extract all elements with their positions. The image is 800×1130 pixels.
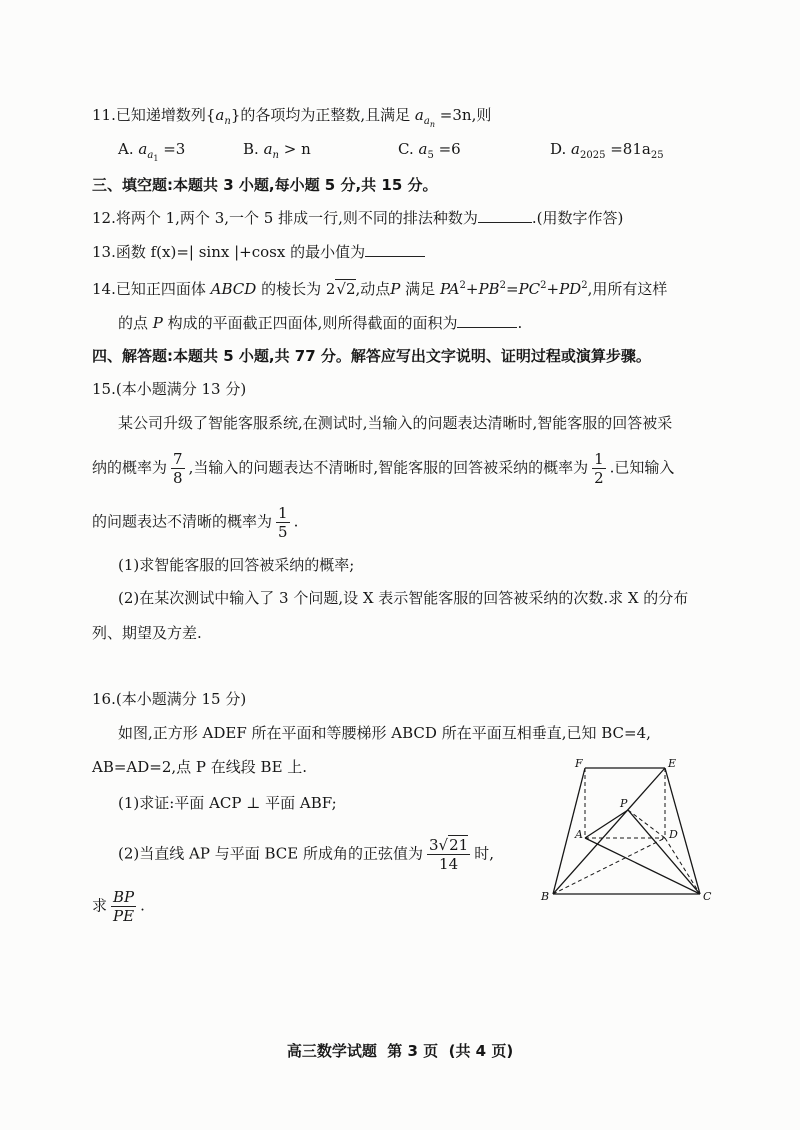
label-c: C bbox=[703, 890, 712, 903]
geometry-figure bbox=[535, 758, 715, 908]
edge-ac bbox=[585, 838, 700, 894]
fraction: $\frac{1}{5}$ bbox=[278, 504, 288, 541]
answer-blank[interactable] bbox=[365, 240, 425, 257]
section-3-heading: 三、填空题:本题共 3 小题,每小题 5 分,共 15 分。 bbox=[92, 176, 438, 194]
q14-line-1: 14.已知正四面体 ABCD 的棱长为 2√2,动点P 满足 $PA^2+PB^2=PC^2+PD^2$,用所有这样 bbox=[92, 280, 668, 298]
q16-paragraph-1: 如图,正方形 ADEF 所在平面和等腰梯形 ABCD 所在平面互相垂直,已知 BC=4, bbox=[118, 724, 651, 742]
q15-paragraph-3: 的问题表达不清晰的概率为 $\frac{1}{5}$ . bbox=[92, 504, 299, 541]
q15-paragraph-2: 纳的概率为 $\frac{7}{8}$ ,当输入的问题表达不清晰时,智能客服的回答被采纳的概率为 $\frac{1}{2}$ .已知输入 bbox=[92, 450, 675, 487]
q15-subquestion-2: (2)在某次测试中输入了 3 个问题,设 X 表示智能客服的回答被采纳的次数.求 X 的分布 bbox=[118, 589, 689, 607]
q11-line: 11.已知递增数列$\{a_n\}$的各项均为正整数,且满足 $a_{a_n} =3n$,则 bbox=[92, 106, 492, 129]
q15-paragraph-1: 某公司升级了智能客服系统,在测试时,当输入的问题表达清晰时,智能客服的回答被采 bbox=[118, 414, 673, 432]
edge-pc bbox=[628, 810, 700, 894]
q15-subquestion-2-cont: 列、期望及方差. bbox=[92, 624, 202, 642]
section-4-heading: 四、解答题:本题共 5 小题,共 77 分。解答应写出文字说明、证明过程或演算步骤。 bbox=[92, 347, 651, 365]
answer-blank[interactable] bbox=[478, 206, 532, 223]
answer-blank[interactable] bbox=[457, 311, 517, 328]
fraction: $\frac{3√21}{14}$ bbox=[428, 836, 469, 873]
edge-pd bbox=[628, 810, 665, 838]
label-d: D bbox=[669, 828, 678, 841]
q16-subquestion-1: (1)求证:平面 ACP ⊥ 平面 ABF; bbox=[118, 794, 337, 812]
fraction: $\frac{1}{2}$ bbox=[594, 450, 604, 487]
q15-subquestion-1: (1)求智能客服的回答被采纳的概率; bbox=[118, 556, 355, 574]
label-a: A bbox=[575, 828, 583, 841]
q16-subquestion-2: (2)当直线 AP 与平面 BCE 所成角的正弦值为 $\frac{3√21}{14}$ 时, bbox=[118, 836, 494, 873]
q15-header: 15.(本小题满分 13 分) bbox=[92, 380, 247, 398]
label-b: B bbox=[541, 890, 550, 903]
page-footer: 高三数学试题 第 3 页 (共 4 页) bbox=[286, 1042, 514, 1060]
edge-bd bbox=[553, 838, 665, 894]
q14-line-2: 的点 P 构成的平面截正四面体,则所得截面的面积为 . bbox=[118, 311, 522, 334]
label-f: F bbox=[575, 758, 583, 770]
q16-paragraph-2: AB=AD=2,点 P 在线段 BE 上. bbox=[92, 758, 308, 776]
label-p: P bbox=[620, 797, 628, 810]
q11-option-a: A. $a_{a_1} =3$ bbox=[118, 140, 186, 163]
q11-option-c: C. $a_5 =6$ bbox=[398, 140, 461, 161]
fraction: $\frac{BP}{PE}$ bbox=[113, 888, 135, 925]
edge-be bbox=[553, 768, 665, 894]
q16-header: 16.(本小题满分 15 分) bbox=[92, 690, 247, 708]
q12-line: 12.将两个 1,两个 3,一个 5 排成一行,则不同的排法种数为 .(用数字作答) bbox=[92, 206, 623, 229]
q11-option-b: B. $a_n > n$ bbox=[243, 140, 311, 161]
q11-option-d: D. $a_{2025} =81a_{25}$ bbox=[550, 140, 664, 161]
label-e: E bbox=[668, 758, 677, 770]
fraction: $\frac{7}{8}$ bbox=[173, 450, 183, 487]
q16-subquestion-2-cont: 求 $\frac{BP}{PE}$ . bbox=[92, 888, 145, 925]
q13-line: 13.函数 f(x)=| sinx |+cosx 的最小值为 bbox=[92, 240, 425, 263]
